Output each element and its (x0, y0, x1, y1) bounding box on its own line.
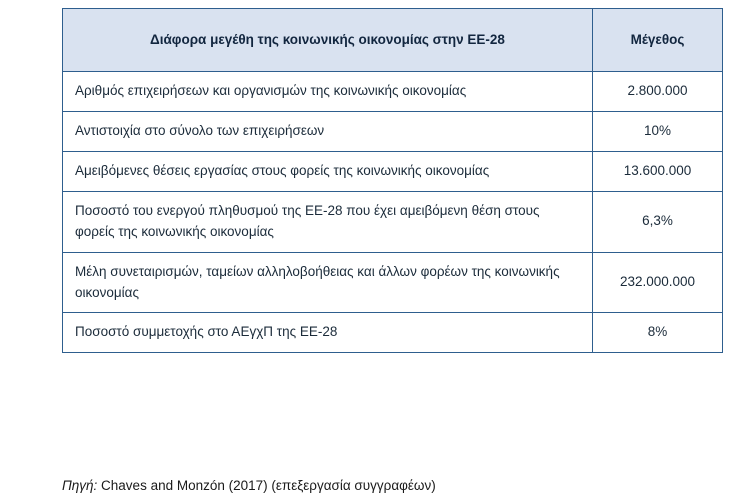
cell-value: 2.800.000 (593, 72, 723, 112)
table-row (63, 151, 723, 191)
cell-metric: Αμειβόμενες θέσεις εργασίας στους φορείς της κοινωνικής οικονομίας (63, 151, 593, 191)
cell-value: 6,3% (593, 191, 723, 252)
source-text: Chaves and Monzón (2017) (επεξεργασία συγγραφέων) (101, 478, 436, 493)
table-body (63, 72, 723, 353)
source-label: Πηγή: (62, 478, 98, 493)
table-row (63, 191, 723, 252)
cell-metric: Αριθμός επιχειρήσεων και οργανισμών της κοινωνικής οικονομίας (63, 72, 593, 112)
cell-metric: Ποσοστό του ενεργού πληθυσμού της ΕΕ-28 που έχει αμειβόμενη θέση στους φορείς της κοινωνικής οικονομίας (63, 191, 593, 252)
cell-metric: Ποσοστό συμμετοχής στο ΑΕγχΠ της ΕΕ-28 (63, 313, 593, 353)
column-header-metric: Διάφορα μεγέθη της κοινωνικής οικονομίας στην ΕΕ-28 (63, 9, 593, 72)
cell-value: 10% (593, 111, 723, 151)
cell-value: 8% (593, 313, 723, 353)
table-header (63, 9, 723, 72)
table-source-caption (62, 478, 722, 493)
table-row (63, 252, 723, 313)
table-header-row (63, 9, 723, 72)
table-row (63, 72, 723, 112)
table-row (63, 313, 723, 353)
cell-metric: Μέλη συνεταιρισμών, ταμείων αλληλοβοήθειας και άλλων φορέων της κοινωνικής οικονομίας (63, 252, 593, 313)
cell-metric: Αντιστοιχία στο σύνολο των επιχειρήσεων (63, 111, 593, 151)
social-economy-table (62, 8, 723, 353)
table-row (63, 111, 723, 151)
cell-value: 13.600.000 (593, 151, 723, 191)
column-header-value: Μέγεθος (593, 9, 723, 72)
cell-value: 232.000.000 (593, 252, 723, 313)
